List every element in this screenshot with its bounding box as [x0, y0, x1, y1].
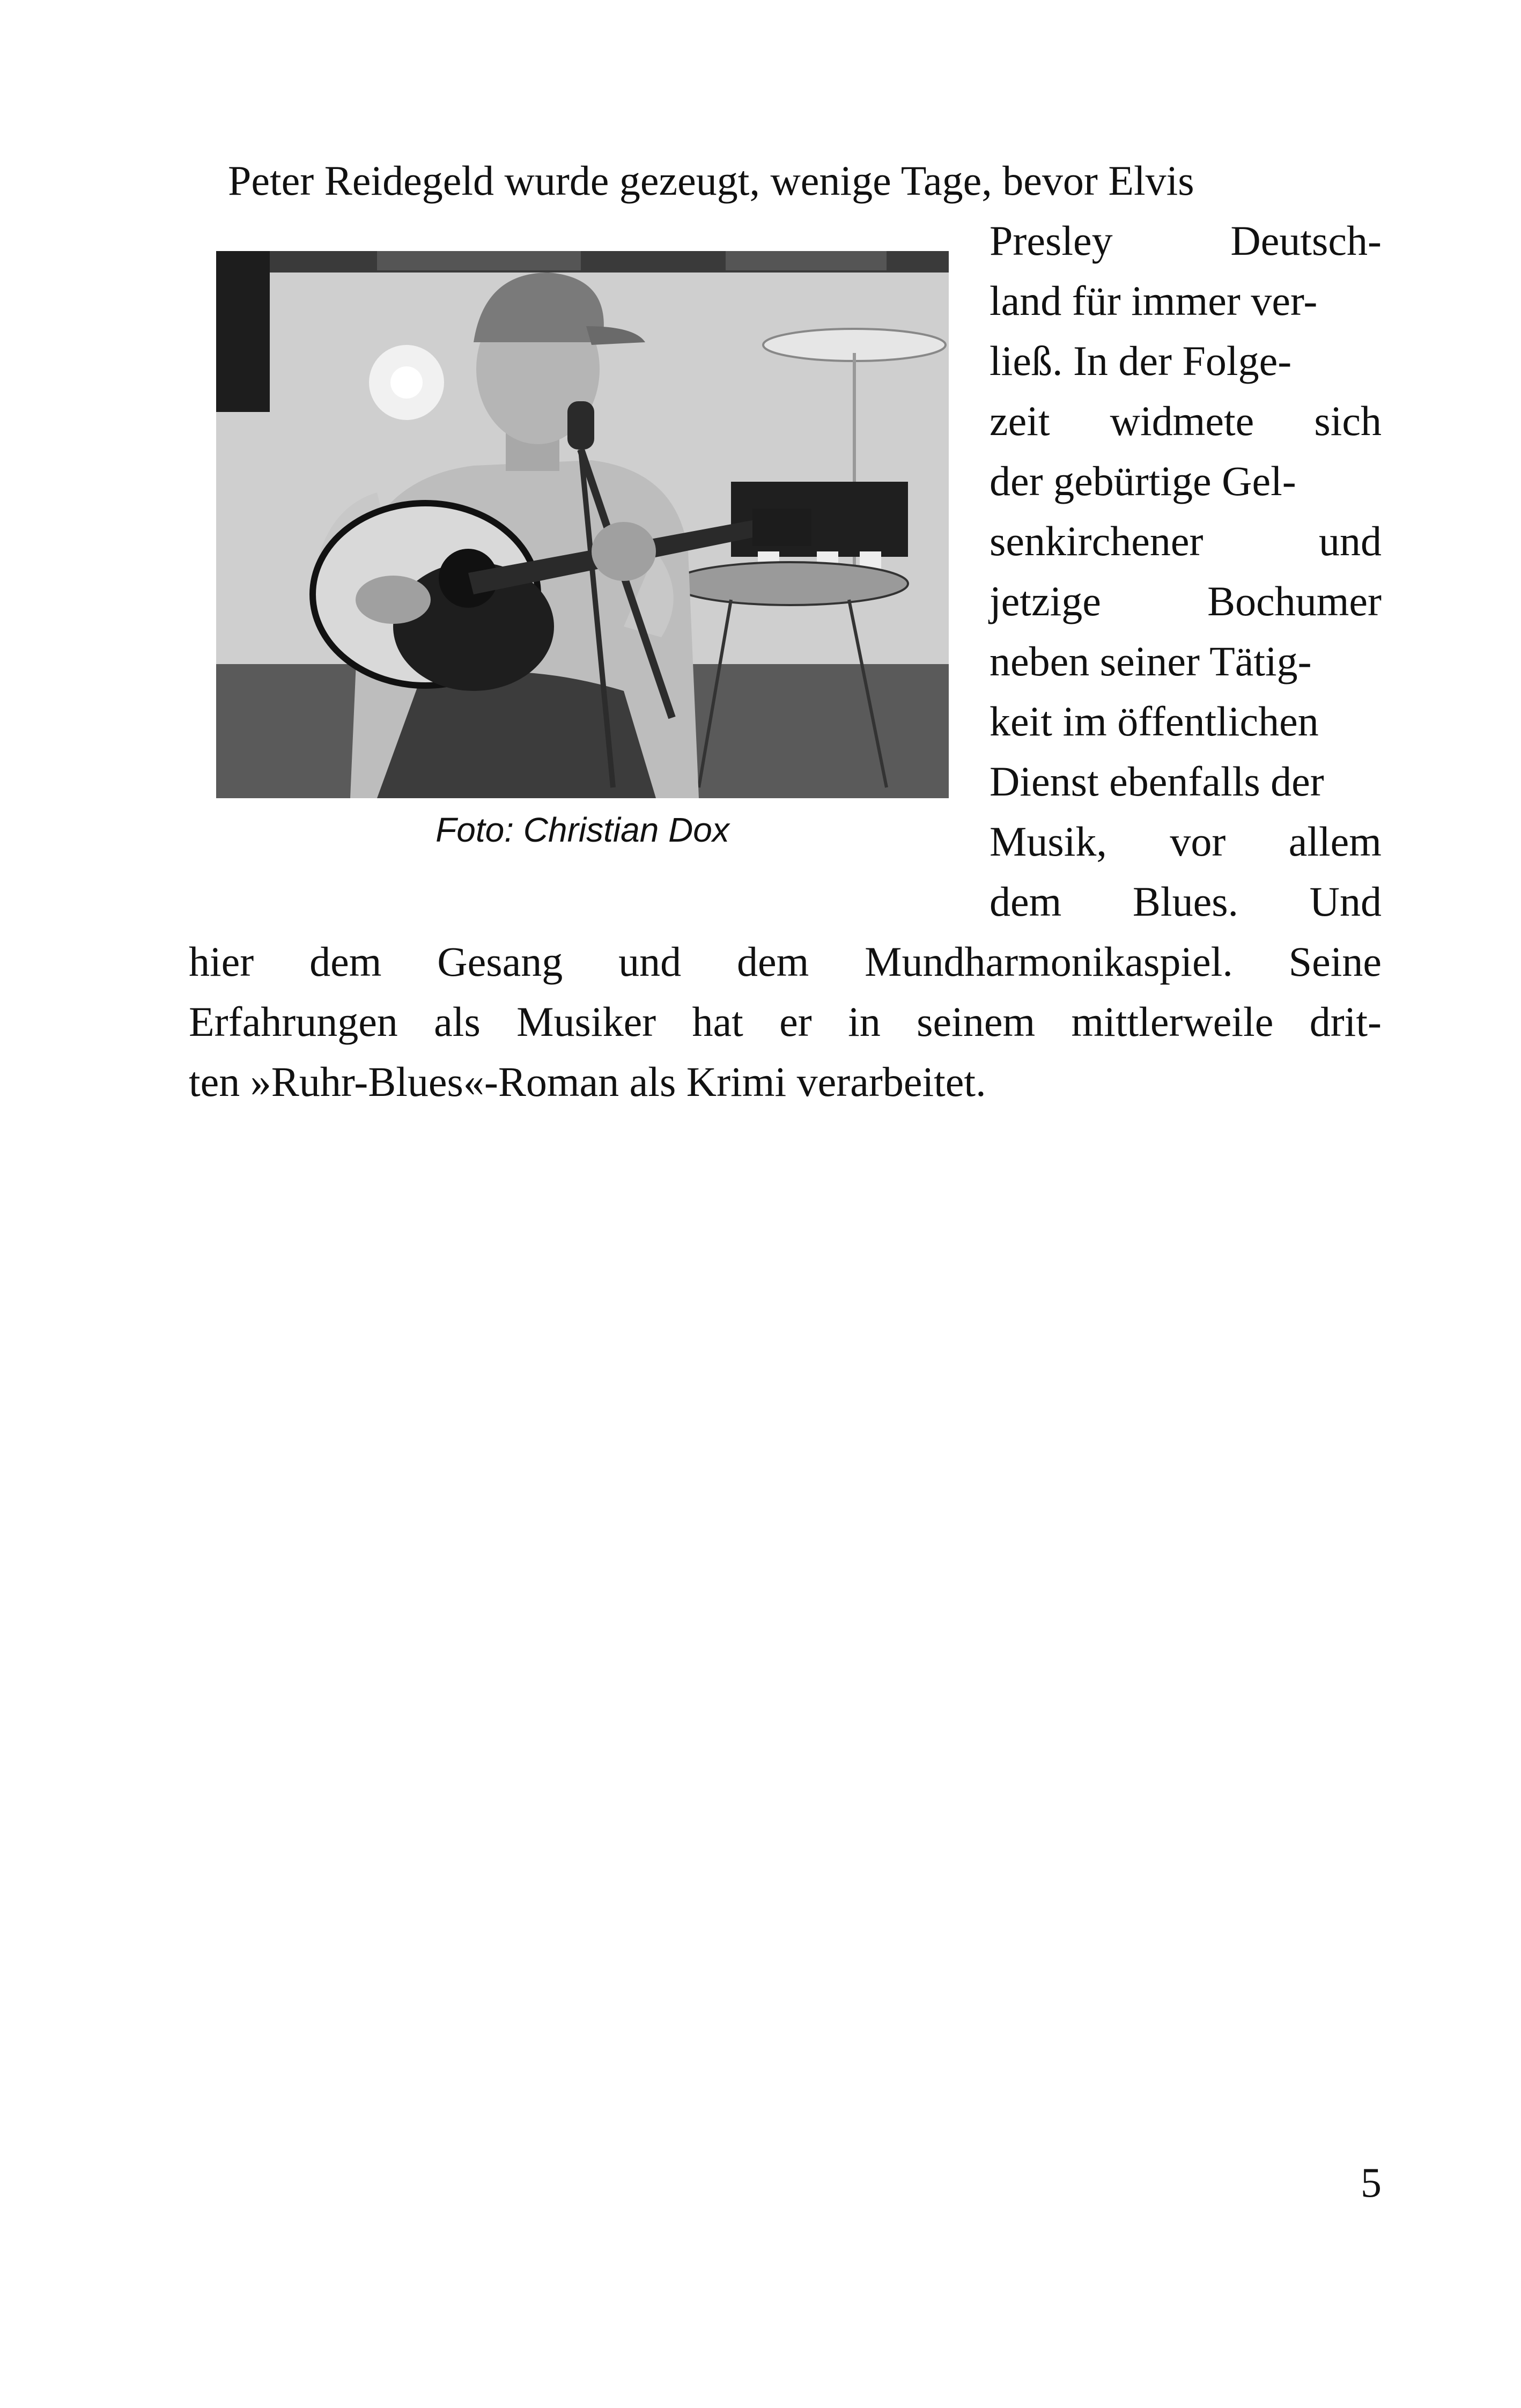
wrap-line-2: [990, 277, 1382, 324]
wrap-word: Blues.: [1132, 878, 1239, 925]
photo-illustration: [216, 251, 949, 798]
full-line-3: [189, 1058, 986, 1105]
wrap-word: Presley: [990, 217, 1113, 264]
wrap-word: neben seiner Tätig-: [990, 638, 1312, 684]
page-number: 5: [1361, 2159, 1382, 2206]
text-line-1-content: Peter Reidegeld wurde gezeugt, wenige Tage, bevor Elvis: [228, 157, 1194, 204]
wrap-word: keit im öffentlichen: [990, 698, 1319, 745]
wrap-line-7: [990, 580, 1382, 622]
wrap-word: zeit: [990, 397, 1050, 444]
wrap-word: Musik,: [990, 818, 1107, 865]
wrap-line-12: [990, 878, 1382, 925]
wrap-line-8: [990, 640, 1382, 682]
wrap-word: widmete: [1110, 397, 1254, 444]
wrap-line-5: [990, 460, 1382, 502]
wrap-word: jetzige: [990, 578, 1101, 624]
wrap-word: land für immer ver-: [990, 277, 1318, 324]
wrap-word: vor: [1170, 818, 1226, 865]
text-line-1: [228, 157, 1382, 204]
wrap-word: dem: [990, 878, 1062, 925]
wrap-line-4: [990, 397, 1382, 444]
full-line-1: [189, 938, 1382, 985]
full-line-2-content: Erfahrungen als Musiker hat er in seinem mittlerweile drit-: [189, 998, 1382, 1045]
full-line-1-content: hier dem Gesang und dem Mundharmonikaspiel. Seine: [189, 938, 1382, 985]
wrap-line-10: [990, 758, 1382, 805]
wrap-line-11: [990, 818, 1382, 865]
wrap-word: der gebürtige Gel-: [990, 458, 1296, 504]
full-line-2: [189, 998, 1382, 1045]
musician-photo: [216, 251, 949, 798]
wrap-word: ließ. In der Folge-: [990, 337, 1292, 384]
photo-caption: Foto: Christian Dox: [435, 811, 729, 849]
wrap-word: senkirchener: [990, 518, 1203, 564]
wrap-word: Deutsch-: [1230, 217, 1382, 264]
wrap-word: und: [1319, 518, 1382, 564]
full-line-3-content: ten »Ruhr-Blues«-Roman als Krimi verarbeitet.: [189, 1058, 986, 1105]
wrap-word: sich: [1314, 397, 1382, 444]
wrap-line-3: [990, 337, 1382, 384]
wrap-word: allem: [1288, 818, 1382, 865]
wrap-line-6: [990, 520, 1382, 562]
wrap-word: Dienst ebenfalls der: [990, 758, 1324, 805]
wrap-word: Bochumer: [1207, 578, 1382, 624]
wrap-word: Und: [1309, 878, 1382, 925]
wrap-line-1: [990, 217, 1382, 264]
wrap-line-9: [990, 698, 1382, 745]
